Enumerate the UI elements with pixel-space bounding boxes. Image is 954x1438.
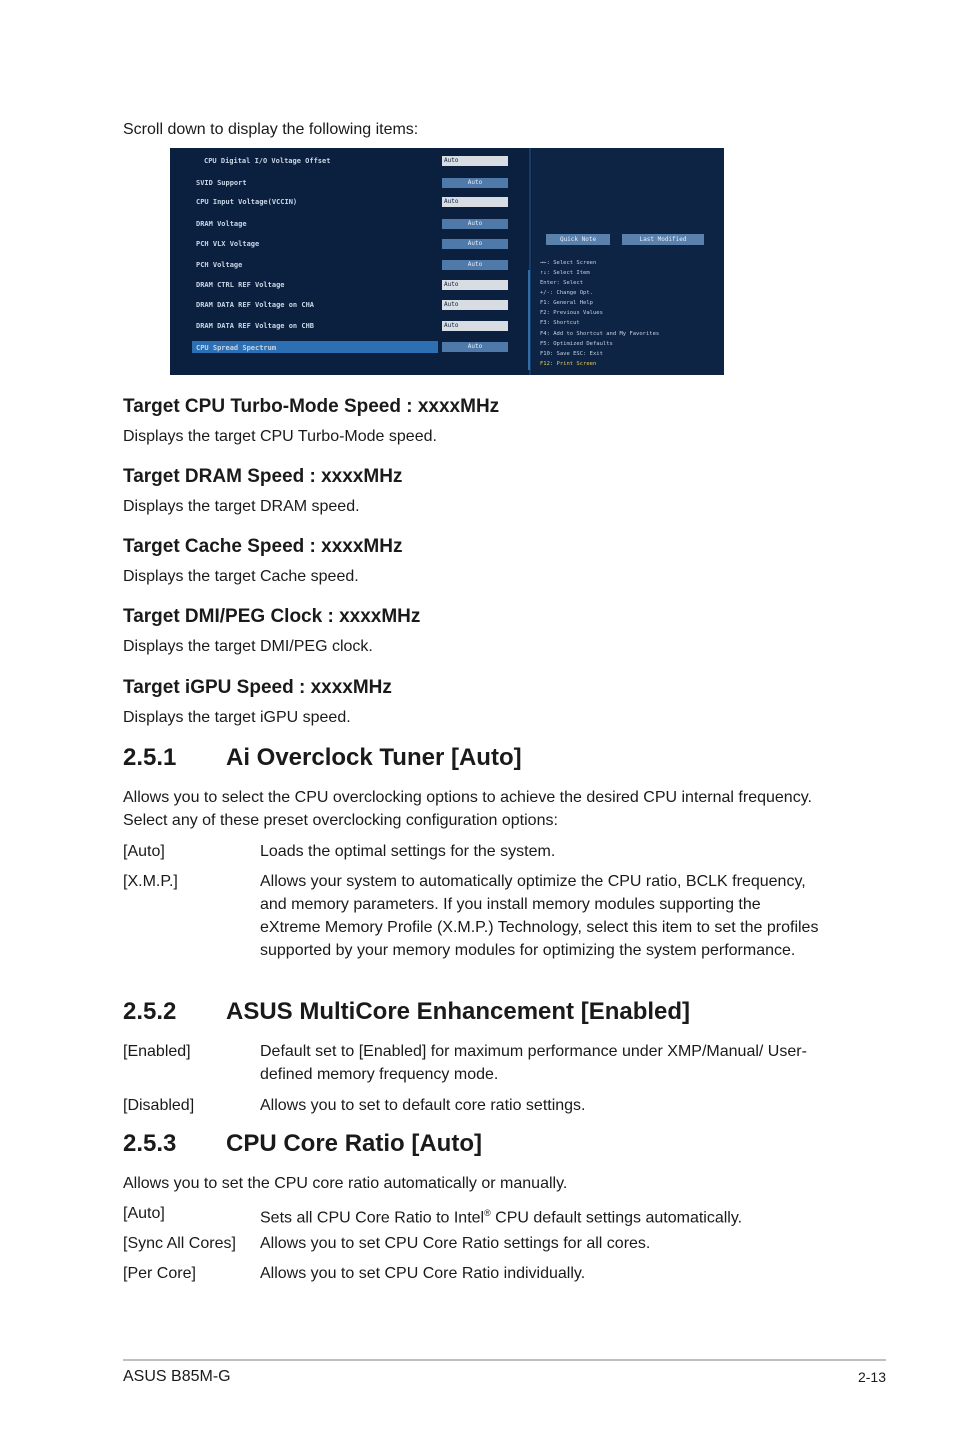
- intro-text: Scroll down to display the following items:: [123, 121, 419, 138]
- bios-key-hint: F1: General Help: [540, 300, 593, 306]
- option-key: [X.M.P.]: [123, 873, 178, 890]
- section-title: ASUS MultiCore Enhancement [Enabled]: [226, 998, 691, 1025]
- bios-key-hint: F5: Optimized Defaults: [540, 341, 613, 347]
- section-title: CPU Core Ratio [Auto]: [226, 1130, 482, 1157]
- bios-item-value[interactable]: Auto: [442, 219, 508, 229]
- bios-item-value[interactable]: Auto: [442, 300, 508, 310]
- bios-key-hint: +/-: Change Opt.: [540, 290, 593, 296]
- section-number: 2.5.2: [123, 998, 177, 1025]
- option-key: [Sync All Cores]: [123, 1235, 236, 1252]
- target-heading: Target Cache Speed : xxxxMHz: [123, 536, 403, 557]
- bios-key-hint: F12: Print Screen: [540, 361, 597, 367]
- option-key: [Enabled]: [123, 1043, 191, 1060]
- bios-scrollbar[interactable]: [528, 270, 530, 370]
- option-key: [Auto]: [123, 843, 165, 860]
- bios-key-hint: ↑↓: Select Item: [540, 270, 590, 276]
- bios-item-value[interactable]: Auto: [442, 260, 508, 270]
- option-key: [Auto]: [123, 1205, 165, 1222]
- target-description: Displays the target Cache speed.: [123, 568, 359, 585]
- bios-item-label[interactable]: CPU Digital I/O Voltage Offset: [204, 157, 331, 165]
- option-text: Allows your system to automatically optimize the CPU ratio, BCLK frequency, and memory parameters. If you install memory modules supporting the eXtreme Memory Profile (X.M.P.) Technology, select this item to set the profiles supported by your memory modules for optimizing the system performance.: [260, 873, 819, 959]
- footer-divider: [123, 1359, 886, 1361]
- bios-item-value[interactable]: Auto: [442, 156, 508, 166]
- bios-item-label[interactable]: DRAM DATA REF Voltage on CHA: [196, 301, 315, 309]
- target-description: Displays the target DRAM speed.: [123, 498, 360, 515]
- bios-key-hint: F3: Shortcut: [540, 320, 580, 326]
- bios-item-label[interactable]: DRAM CTRL REF Voltage: [196, 281, 285, 289]
- bios-key-hint: Enter: Select: [540, 280, 584, 286]
- target-description: Displays the target CPU Turbo-Mode speed.: [123, 428, 437, 445]
- option-text: Default set to [Enabled] for maximum performance under XMP/Manual/ User-defined memory frequency mode.: [260, 1043, 807, 1083]
- target-heading: Target DMI/PEG Clock : xxxxMHz: [123, 606, 421, 627]
- bios-item-label[interactable]: CPU Spread Spectrum: [196, 344, 277, 352]
- registered-mark: ®: [484, 1208, 491, 1218]
- bios-item-value[interactable]: Auto: [442, 197, 508, 207]
- bios-item-label[interactable]: DRAM Voltage: [196, 220, 247, 228]
- section-number: 2.5.3: [123, 1130, 177, 1157]
- bios-item-label[interactable]: DRAM DATA REF Voltage on CHB: [196, 322, 315, 330]
- section-heading-2-5-2: [123, 998, 690, 1026]
- section-paragraph: Allows you to set the CPU core ratio automatically or manually.: [123, 1175, 568, 1192]
- option-text: [260, 1202, 825, 1229]
- option-text: Loads the optimal settings for the system.: [260, 843, 556, 860]
- option-key: [Disabled]: [123, 1097, 195, 1114]
- bios-key-hint: F10: Save ESC: Exit: [540, 351, 603, 357]
- bios-item-label[interactable]: PCH VLX Voltage: [196, 240, 260, 248]
- footer-page-number: 2-13: [857, 1369, 886, 1385]
- footer-product-name: ASUS B85M-G: [123, 1368, 231, 1385]
- bios-item-label[interactable]: CPU Input Voltage(VCCIN): [196, 198, 298, 206]
- bios-item-value[interactable]: Auto: [442, 321, 508, 331]
- bios-key-hint: F2: Previous Values: [540, 310, 603, 316]
- section-number: 2.5.1: [123, 744, 177, 771]
- section-paragraph: Allows you to select the CPU overclocking options to achieve the desired CPU internal frequency. Select any of these preset overclocking configuration options:: [123, 789, 812, 829]
- bios-item-value[interactable]: Auto: [442, 342, 508, 352]
- target-description: Displays the target iGPU speed.: [123, 709, 351, 726]
- quick-note-button[interactable]: Quick Note: [546, 234, 610, 245]
- bios-key-hint: →←: Select Screen: [540, 260, 597, 266]
- section-title: Ai Overclock Tuner [Auto]: [226, 744, 522, 771]
- last-modified-button[interactable]: Last Modified: [622, 234, 704, 245]
- target-heading: Target CPU Turbo-Mode Speed : xxxxMHz: [123, 396, 500, 417]
- option-text: Allows you to set CPU Core Ratio individually.: [260, 1265, 586, 1282]
- bios-item-label[interactable]: PCH Voltage: [196, 261, 243, 269]
- bios-screenshot: [170, 148, 724, 375]
- bios-item-value[interactable]: Auto: [442, 178, 508, 188]
- bios-item-label[interactable]: SVID Support: [196, 179, 247, 187]
- target-heading: Target DRAM Speed : xxxxMHz: [123, 466, 403, 487]
- target-heading: Target iGPU Speed : xxxxMHz: [123, 677, 392, 698]
- section-heading-2-5-3: [123, 1130, 482, 1158]
- option-text: Allows you to set to default core ratio settings.: [260, 1097, 586, 1114]
- bios-item-value[interactable]: Auto: [442, 239, 508, 249]
- bios-key-hint: F4: Add to Shortcut and My Favorites: [540, 331, 660, 337]
- option-text-part: Sets all CPU Core Ratio to Intel: [260, 1209, 485, 1227]
- bios-item-value[interactable]: Auto: [442, 280, 508, 290]
- section-heading-2-5-1: [123, 744, 522, 772]
- option-text: Allows you to set CPU Core Ratio settings for all cores.: [260, 1235, 651, 1252]
- option-text-part: CPU default settings automatically.: [490, 1209, 743, 1227]
- option-key: [Per Core]: [123, 1265, 196, 1282]
- target-description: Displays the target DMI/PEG clock.: [123, 638, 373, 655]
